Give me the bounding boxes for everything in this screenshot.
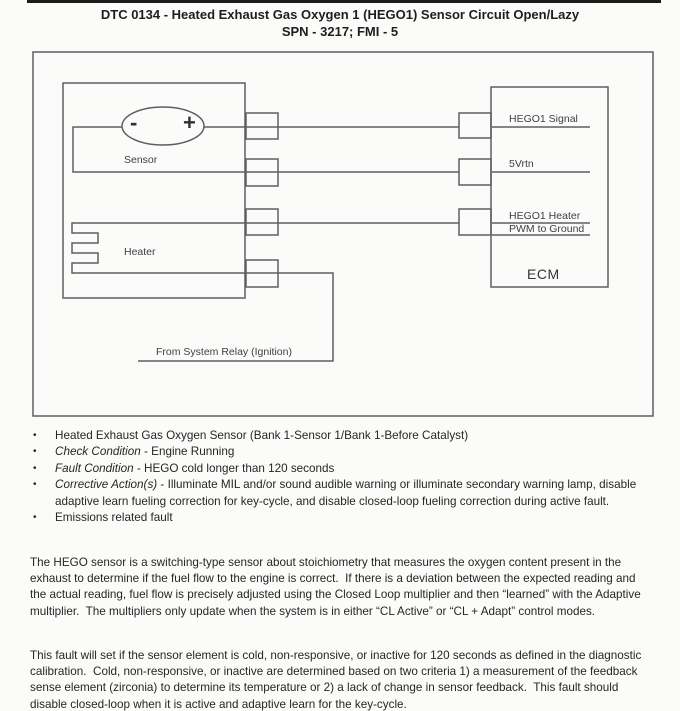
sensor-plus-terminal: +	[183, 110, 196, 135]
ecm-box-label: ECM	[527, 266, 560, 282]
spn-fmi-subtitle: SPN - 3217; FMI - 5	[281, 24, 399, 39]
relay-wire-label: From System Relay (Ignition)	[156, 346, 292, 358]
list-item: • Corrective Action(s) - Illuminate MIL and/or sound audible warning or illuminate secondary warning lamp, disable adaptive learn fueling correction for key-cycle, and disable closed-loop fueling correction during active fault.	[33, 478, 637, 508]
description-paragraph: The HEGO sensor is a switching-type sensor about stoichiometry that measures the oxygen content present in the exhaust to determine if the fuel flow to the engine is correct. If there is a deviation between the expected reading and the actual reading, fuel flow is precisely adjusted using the Closed Loop multiplier and then “learned” with the Adaptive multiplier. The multipliers only update when the system is in either “CL Active” or “CL + Adapt” control modes.	[30, 556, 644, 618]
connector-pin-left-3	[246, 209, 278, 235]
ecm-pin-5vrtn: 5Vrtn	[509, 158, 534, 170]
sensor-assembly-box	[63, 83, 245, 298]
sensor-minus-terminal: -	[130, 110, 138, 135]
bullet-marker: •	[33, 512, 37, 524]
bullet-marker: •	[33, 479, 37, 491]
connector-pin-ecm-1	[459, 113, 491, 138]
list-item: • Heated Exhaust Gas Oxygen Sensor (Bank 1-Sensor 1/Bank 1-Before Catalyst)	[30, 428, 662, 444]
connector-pin-ecm-3	[459, 209, 491, 235]
bullet-marker: •	[33, 446, 37, 458]
heater-element-and-relay-wire	[72, 223, 459, 361]
ecm-pin-hego1-heater: HEGO1 Heater	[509, 210, 581, 222]
ecm-pin-pwm-to-ground: PWM to Ground	[509, 223, 585, 235]
heater-label: Heater	[124, 246, 156, 258]
sensor-label: Sensor	[124, 154, 158, 166]
connector-pin-ecm-2	[459, 159, 491, 185]
list-item: • Fault Condition - HEGO cold longer than 120 seconds	[30, 461, 662, 477]
list-item: • Check Condition - Engine Running	[30, 444, 662, 460]
ecm-pin-hego1-signal: HEGO1 Signal	[509, 113, 578, 125]
bullet-marker: •	[33, 462, 37, 474]
dtc-title: DTC 0134 - Heated Exhaust Gas Oxygen 1 (HEGO1) Sensor Circuit Open/Lazy	[100, 7, 580, 22]
fault-summary-list	[30, 428, 662, 526]
fault-behavior-paragraph: This fault will set if the sensor element is cold, non-responsive, or inactive for 120 seconds as defined in the diagnostic calibration. Cold, non-responsive, or inactive are determined based on two criteria 1) a measurement of the feedback sense element (zirconia) to determine its temperature or 2) a lack of change in sensor feedback. This fault should disable closed-loop when it is active and adaptive learn for the key-cycle.	[30, 649, 645, 711]
connector-pin-left-1	[246, 113, 278, 139]
bullet-marker: •	[33, 430, 37, 441]
list-item: • Emissions related fault	[30, 510, 662, 526]
